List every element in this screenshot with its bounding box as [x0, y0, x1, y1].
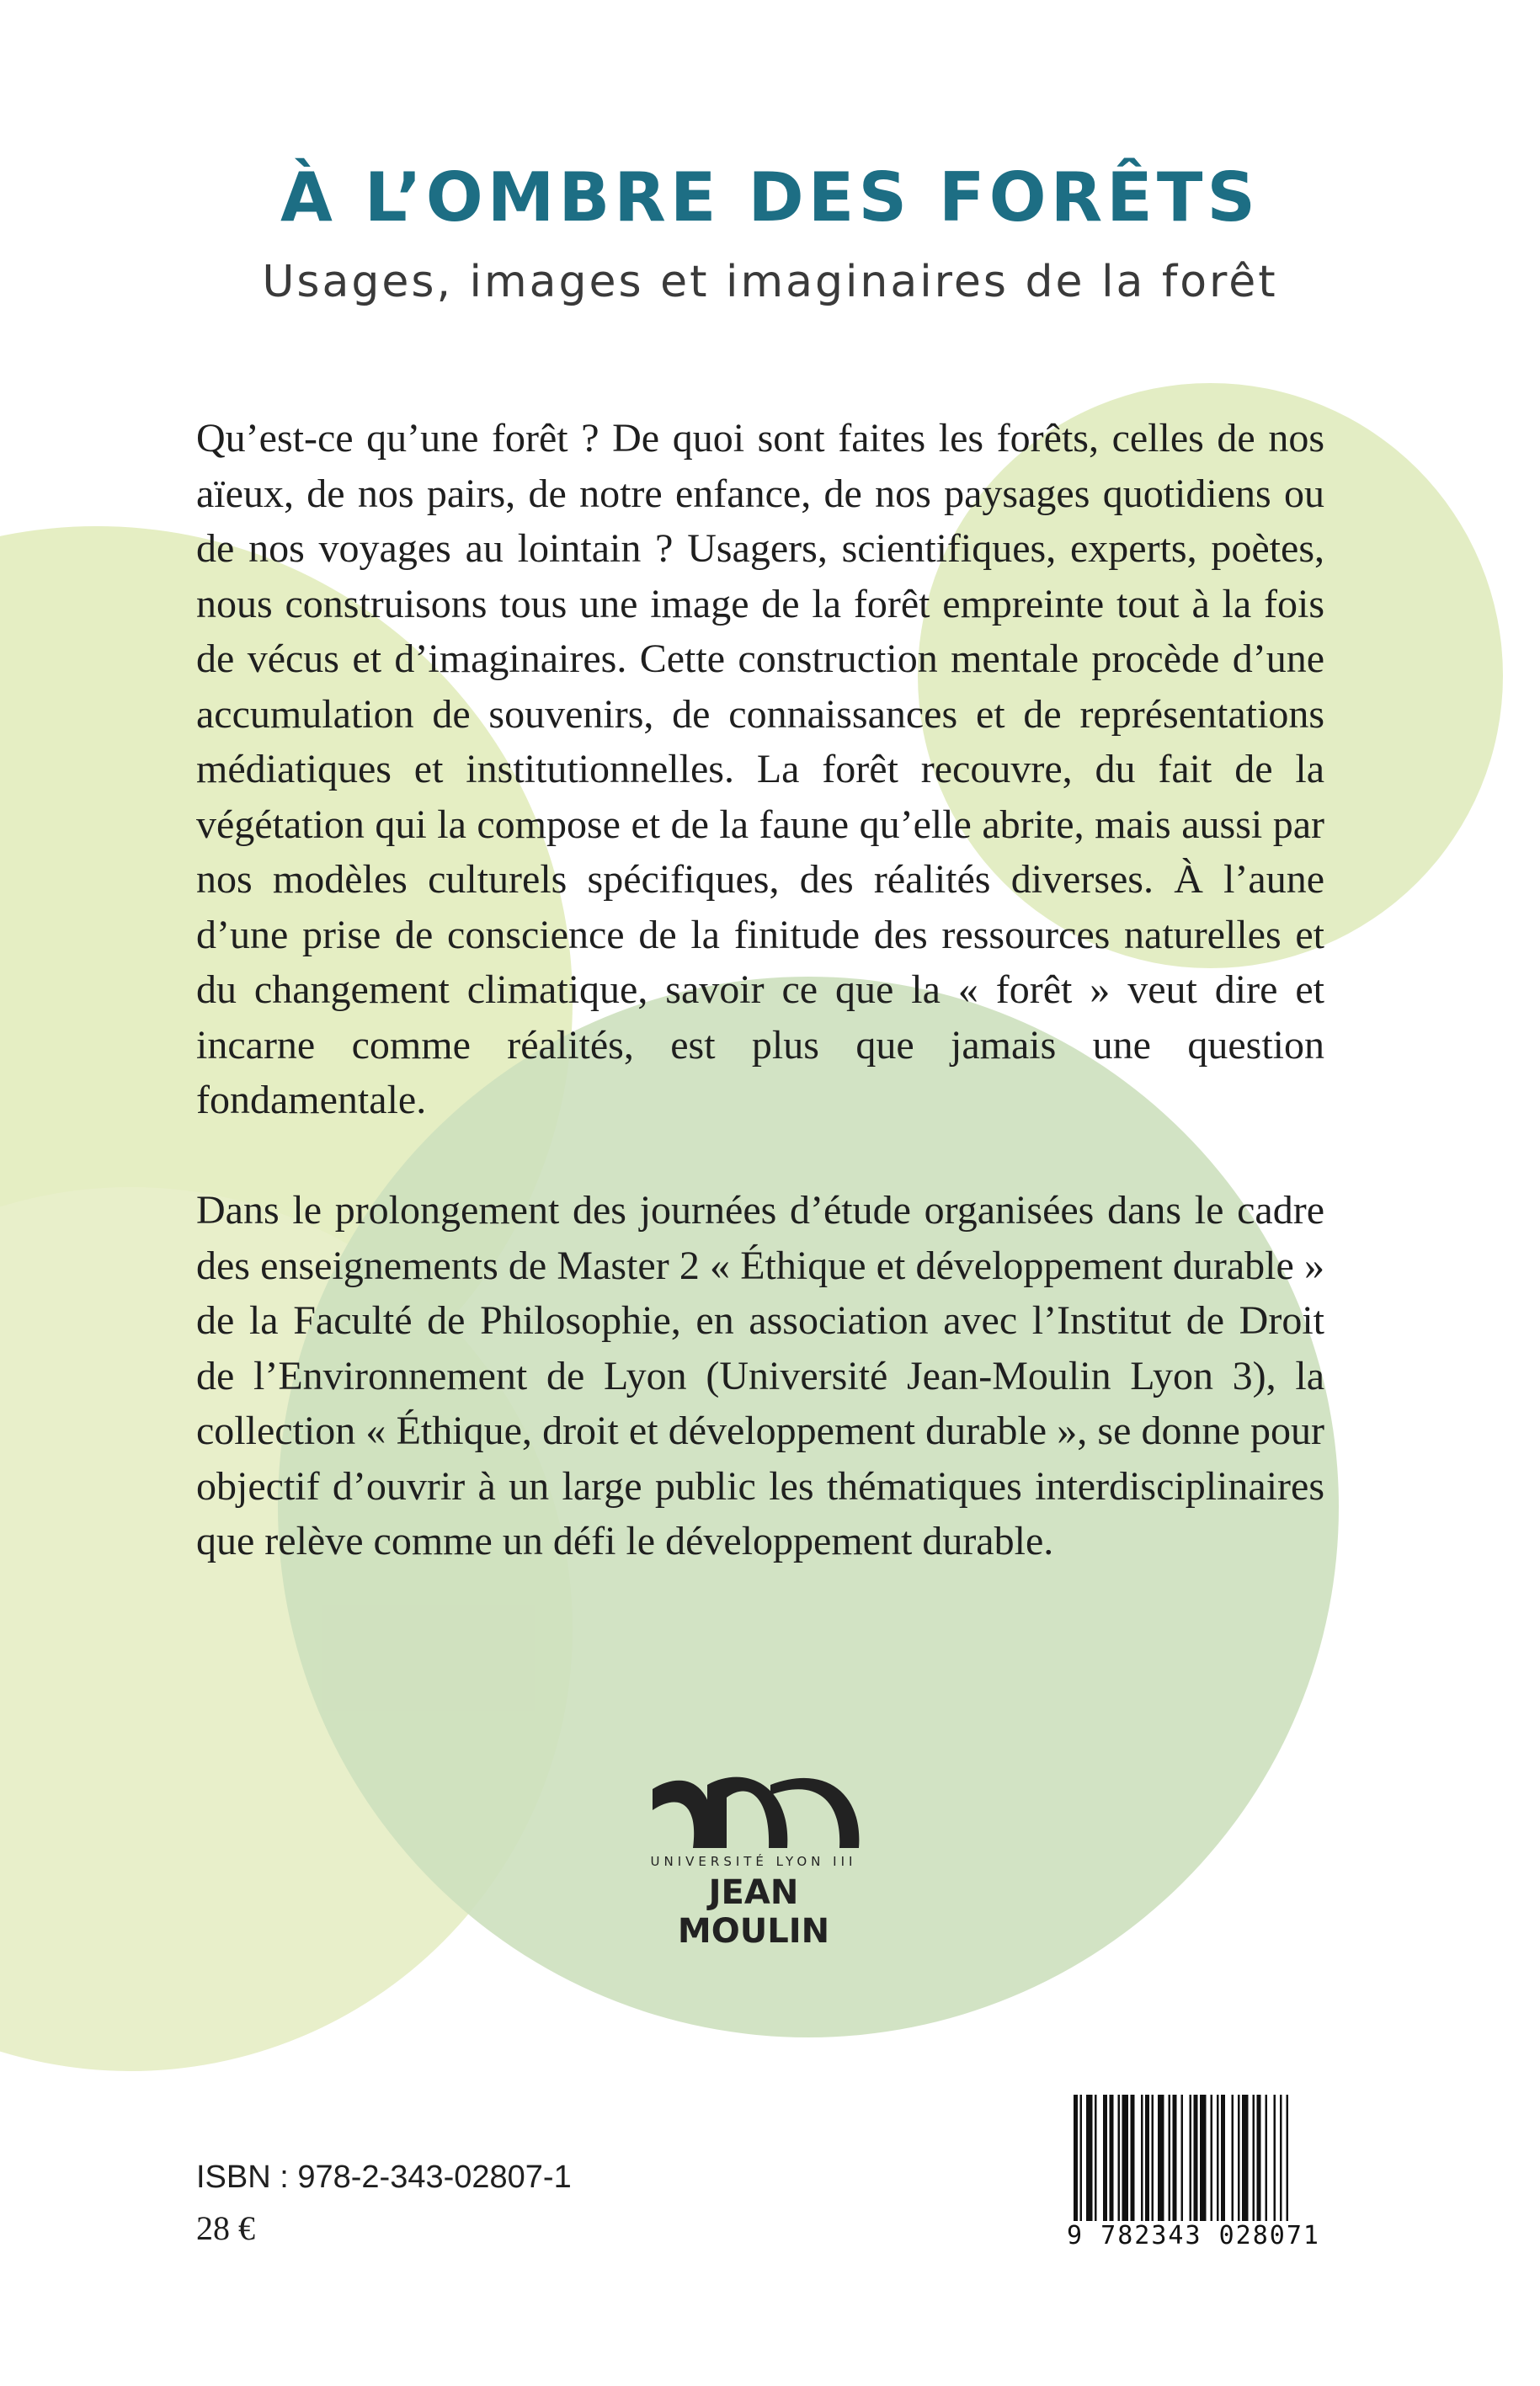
- logo-name-line: JEAN MOULIN: [677, 1873, 830, 1951]
- barcode-bar: [1280, 2095, 1282, 2221]
- university-logo: [627, 1760, 880, 1951]
- barcode-bar: [1287, 2095, 1289, 2221]
- barcode-bars-icon: [1057, 2086, 1330, 2221]
- barcode-bar: [1200, 2095, 1207, 2221]
- barcode-bar: [1217, 2095, 1219, 2221]
- barcode-bar: [1274, 2095, 1276, 2221]
- barcode-bar: [1173, 2095, 1177, 2221]
- summary-paragraph-2: Dans le prolongement des journées d’étude organisées dans le cadre des enseignements de Master 2 « Éthique et développement durable » de la Faculté de Philosophie, en association avec l’Institut de Droit de l’Environnement de Lyon (Université Jean-Moulin Lyon 3), la collection « Éthique, droit et développement durable », se donne pour objectif d’ouvrir à un large public les thématiques interdisciplinaires que relève comme un défi le développement durable.: [196, 1188, 1324, 1563]
- barcode-bar: [1158, 2095, 1164, 2221]
- barcode-bar: [1118, 2095, 1121, 2221]
- barcode-bar: [1080, 2095, 1083, 2221]
- barcode-bar: [1253, 2095, 1255, 2221]
- barcode-bar: [1257, 2095, 1261, 2221]
- barcode-bar: [1232, 2095, 1234, 2221]
- book-title: À L’OMBRE DES FORÊTS: [280, 158, 1260, 237]
- barcode-bar: [1074, 2095, 1078, 2221]
- price: 28 €: [196, 2209, 255, 2247]
- barcode-bar: [1221, 2095, 1225, 2221]
- barcode: [1057, 2086, 1330, 2259]
- barcode-bar: [1103, 2095, 1107, 2221]
- barcode-bar: [1110, 2095, 1114, 2221]
- barcode-bar: [1190, 2095, 1192, 2221]
- barcode-bar: [1169, 2095, 1171, 2221]
- book-subtitle: Usages, images et imaginaires de la forêt: [262, 257, 1278, 307]
- barcode-bar: [1194, 2095, 1198, 2221]
- barcode-digits: 9 782343 028071: [1067, 2221, 1320, 2250]
- barcode-bar: [1086, 2095, 1093, 2221]
- summary-paragraph-1: Qu’est-ce qu’une forêt ? De quoi sont faites les forêts, celles de nos aïeux, de nos pairs, de notre enfance, de nos paysages quotidiens ou de nos voyages au lointain ? Usagers, scientifiques, experts, poètes, nous construisons tous une image de la forêt empreinte tout à la fois de vécus et d’imaginaires. Cette construction mentale procède d’une accumulation de souvenirs, de connaissances et de représentations médiatiques et institutionnelles. La forêt recouvre, du fait de la végétation qui la compose et de la faune qu’elle abrite, mais aussi par nos modèles culturels spécifiques, des réalités diverses. À l’aune d’une prise de conscience de la finitude des ressources naturelles et du changement climatique, savoir ce que la « forêt » veut dire et incarne comme réalités, est plus que jamais une question fondamentale.: [196, 416, 1324, 1122]
- barcode-bar: [1238, 2095, 1240, 2221]
- logo-university-line: UNIVERSITÉ LYON III: [650, 1854, 857, 1869]
- barcode-bar: [1141, 2095, 1143, 2221]
- barcode-bar: [1131, 2095, 1135, 2221]
- barcode-bar: [1211, 2095, 1213, 2221]
- barcode-bar: [1095, 2095, 1097, 2221]
- barcode-bar: [1266, 2095, 1268, 2221]
- barcode-bar: [1122, 2095, 1129, 2221]
- barcode-bar: [1181, 2095, 1184, 2221]
- barcode-bar: [1145, 2095, 1149, 2221]
- university-arches-icon: [627, 1760, 880, 1852]
- barcode-bar: [1242, 2095, 1249, 2221]
- isbn-number: ISBN : 978-2-343-02807-1: [196, 2160, 572, 2195]
- barcode-bar: [1152, 2095, 1154, 2221]
